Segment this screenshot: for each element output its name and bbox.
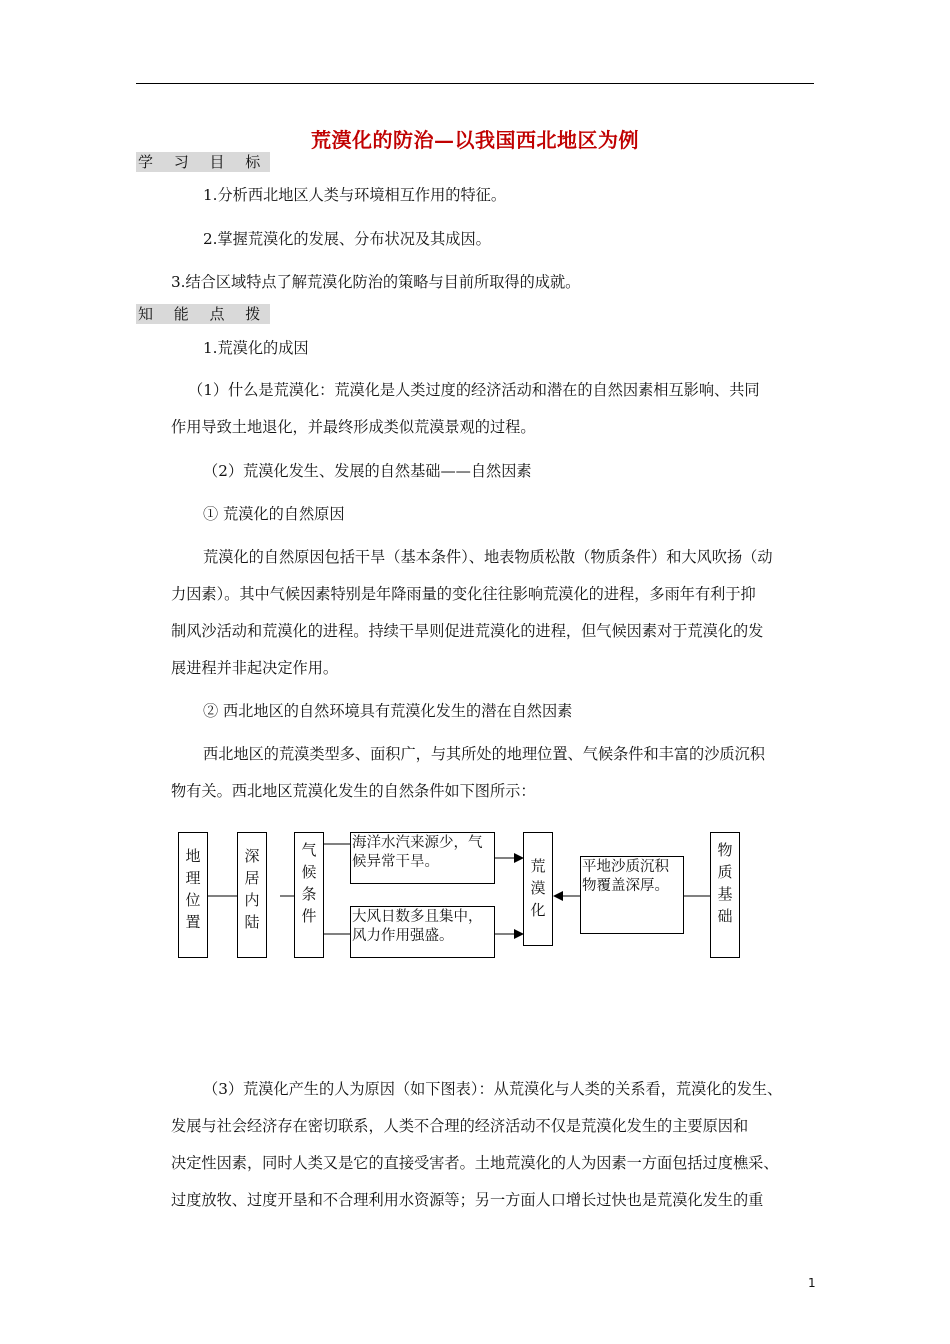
para-4-line-1: 荒漠化的自然原因包括干旱（基本条件）、地表物质松散（物质条件）和大风吹扬（动 — [203, 548, 773, 566]
box-deep-inland: 深 居 内 陆 — [237, 832, 267, 958]
para-6-line-2: 物有关。西北地区荒漠化发生的自然条件如下图所示： — [171, 782, 536, 800]
para-6-line-1: 西北地区的荒漠类型多、面积广，与其所处的地理位置、气候条件和丰富的沙质沉积 — [203, 745, 765, 763]
box-climate-conditions: 气 候 条 件 — [294, 832, 324, 958]
para-2: （2）荒漠化发生、发展的自然基础——自然因素 — [203, 462, 532, 480]
desertification-diagram — [170, 826, 750, 966]
box-ocean-moisture: 海洋水汽来源少，气候异常干旱。 — [350, 832, 495, 884]
goal-3: 3.结合区域特点了解荒漠化防治的策略与目前所取得的成就。 — [171, 273, 581, 291]
header-rule — [136, 83, 814, 84]
goals-heading: 学 习 目 标 — [138, 153, 269, 171]
page-number: 1 — [808, 1276, 816, 1290]
box-sandy-deposits: 平地沙质沉积物覆盖深厚。 — [580, 856, 684, 934]
para-4-line-2: 力因素）。其中气候因素特别是年降雨量的变化往往影响荒漠化的进程，多雨年有利于抑 — [171, 585, 756, 603]
para-7-line-1: （3）荒漠化产生的人为原因（如下图表）：从荒漠化与人类的关系看，荒漠化的发生、 — [203, 1080, 783, 1098]
box-geographic-location: 地 理 位 置 — [178, 832, 208, 958]
para-3: ① 荒漠化的自然原因 — [203, 505, 345, 523]
para-7-line-4: 过度放牧、过度开垦和不合理利用水资源等；另一方面人口增长过快也是荒漠化发生的重 — [171, 1191, 764, 1209]
para-4-line-3: 制风沙活动和荒漠化的进程。持续干旱则促进荒漠化的进程，但气候因素对于荒漠化的发 — [171, 622, 764, 640]
goal-2: 2.掌握荒漠化的发展、分布状况及其成因。 — [203, 230, 491, 248]
para-7-line-3: 决定性因素，同时人类又是它的直接受害者。土地荒漠化的人为因素一方面包括过度樵采、 — [171, 1154, 779, 1172]
box-desertification: 荒 漠 化 — [523, 832, 553, 946]
para-7-line-2: 发展与社会经济存在密切联系，人类不合理的经济活动不仅是荒漠化发生的主要原因和 — [171, 1117, 749, 1135]
para-4-line-4: 展进程并非起决定作用。 — [171, 659, 339, 677]
page-title: 荒漠化的防治—以我国西北地区为例 — [311, 128, 639, 152]
para-5: ② 西北地区的自然环境具有荒漠化发生的潜在自然因素 — [203, 702, 573, 720]
goal-1: 1.分析西北地区人类与环境相互作用的特征。 — [203, 186, 507, 204]
body-heading-1: 1.荒漠化的成因 — [203, 339, 309, 357]
para-1-line-1: （1）什么是荒漠化：荒漠化是人类过度的经济活动和潜在的自然因素相互影响、共同 — [188, 381, 760, 399]
tips-heading: 知 能 点 拨 — [138, 305, 269, 323]
para-1-line-2: 作用导致土地退化，并最终形成类似荒漠景观的过程。 — [171, 418, 536, 436]
box-strong-wind: 大风日数多且集中，风力作用强盛。 — [350, 906, 495, 958]
box-material-basis: 物 质 基 础 — [710, 832, 740, 958]
